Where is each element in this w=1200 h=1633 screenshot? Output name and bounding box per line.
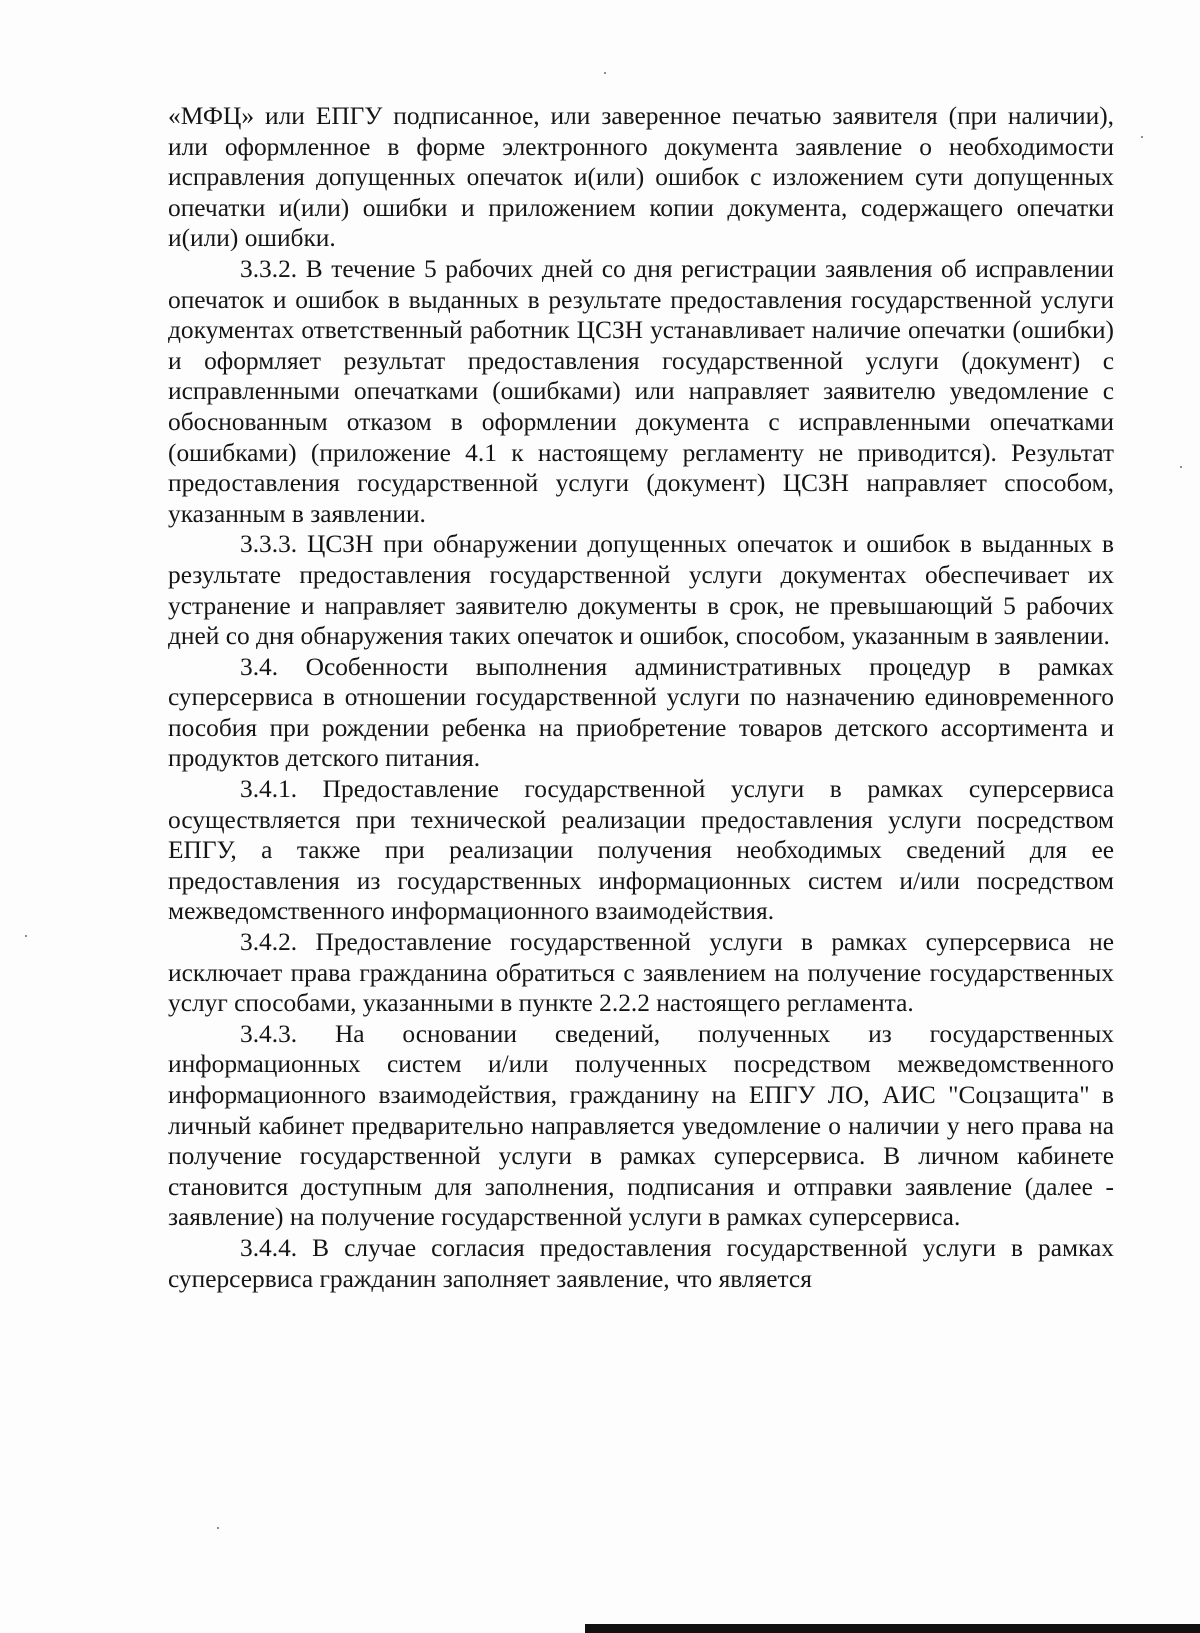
paragraph-3-4-4: 3.4.4. В случае согласия предоставления государственной услуги в рамках суперсервиса гражданин заполняет заявление, что является	[168, 1233, 1114, 1293]
paragraph-3-4: 3.4. Особенности выполнения административных процедур в рамках суперсервиса в отношении государственной услуги по назначению единовременного пособия при рождении ребенка на приобретение товаров детского ассортимента и продуктов детского питания.	[168, 652, 1114, 773]
paragraph-3-4-3: 3.4.3. На основании сведений, полученных из государственных информационных систем и/или полученных посредством межведомственного информационного взаимодействия, гражданину на ЕПГУ ЛО, АИС "Соцзащита" в личный кабинет предварительно направляется уведомление о наличии у него права на получение государственной услуги в рамках суперсервиса. В личном кабинете становится доступным для заполнения, подписания и отправки заявление (далее - заявление) на получение государственной услуги в рамках суперсервиса.	[168, 1019, 1114, 1232]
paragraph-3-4-1: 3.4.1. Предоставление государственной услуги в рамках суперсервиса осуществляется при технической реализации предоставления услуги посредством ЕПГУ, а также при реализации получения необходимых сведений для ее предоставления из государственных информационных систем и/или посредством межведомственного информационного взаимодействия.	[168, 775, 1114, 926]
paragraph-3-3-2: 3.3.2. В течение 5 рабочих дней со дня регистрации заявления об исправлении опечаток и ошибок в выданных в результате предоставления государственной услуги документах ответственный работник ЦСЗН устанавливает наличие опечатки (ошибки) и оформляет результат предоставления государственной услуги (документ) с исправленными опечатками (ошибками) или направляет заявителю уведомление с обоснованным отказом в оформлении документа с исправленными опечатками (ошибками) (приложение 4.1 к настоящему регламенту не приводится). Результат предоставления государственной услуги (документ) ЦСЗН направляет способом, указанным в заявлении.	[168, 254, 1114, 528]
paragraph-3-3-3: 3.3.3. ЦСЗН при обнаружении допущенных опечаток и ошибок в выданных в результате предоставления государственной услуги документах обеспечивает их устранение и направляет заявителю документы в срок, не превышающий 5 рабочих дней со дня обнаружения таких опечаток и ошибок, способом, указанным в заявлении.	[168, 530, 1114, 651]
scan-speck	[1141, 136, 1143, 138]
paragraph-3-4-2: 3.4.2. Предоставление государственной услуги в рамках суперсервиса не исключает права гражданина обратиться с заявлением на получение государственных услуг способами, указанными в пункте 2.2.2 настоящего регламента.	[168, 928, 1114, 1018]
document-body	[168, 101, 1114, 1294]
scan-bottom-edge	[585, 1624, 1200, 1633]
paragraph-mfc-application: «МФЦ» или ЕПГУ подписанное, или заверенное печатью заявителя (при наличии), или оформленное в форме электронного документа заявление о необходимости исправления допущенных опечаток и(или) ошибок с изложением сути допущенных опечатки и(или) ошибки и приложением копии документа, содержащего опечатки и(или) ошибки.	[168, 102, 1114, 253]
scan-speck	[1180, 466, 1182, 468]
scan-speck	[217, 1527, 219, 1529]
scan-speck	[25, 935, 27, 937]
scan-speck	[604, 72, 606, 74]
